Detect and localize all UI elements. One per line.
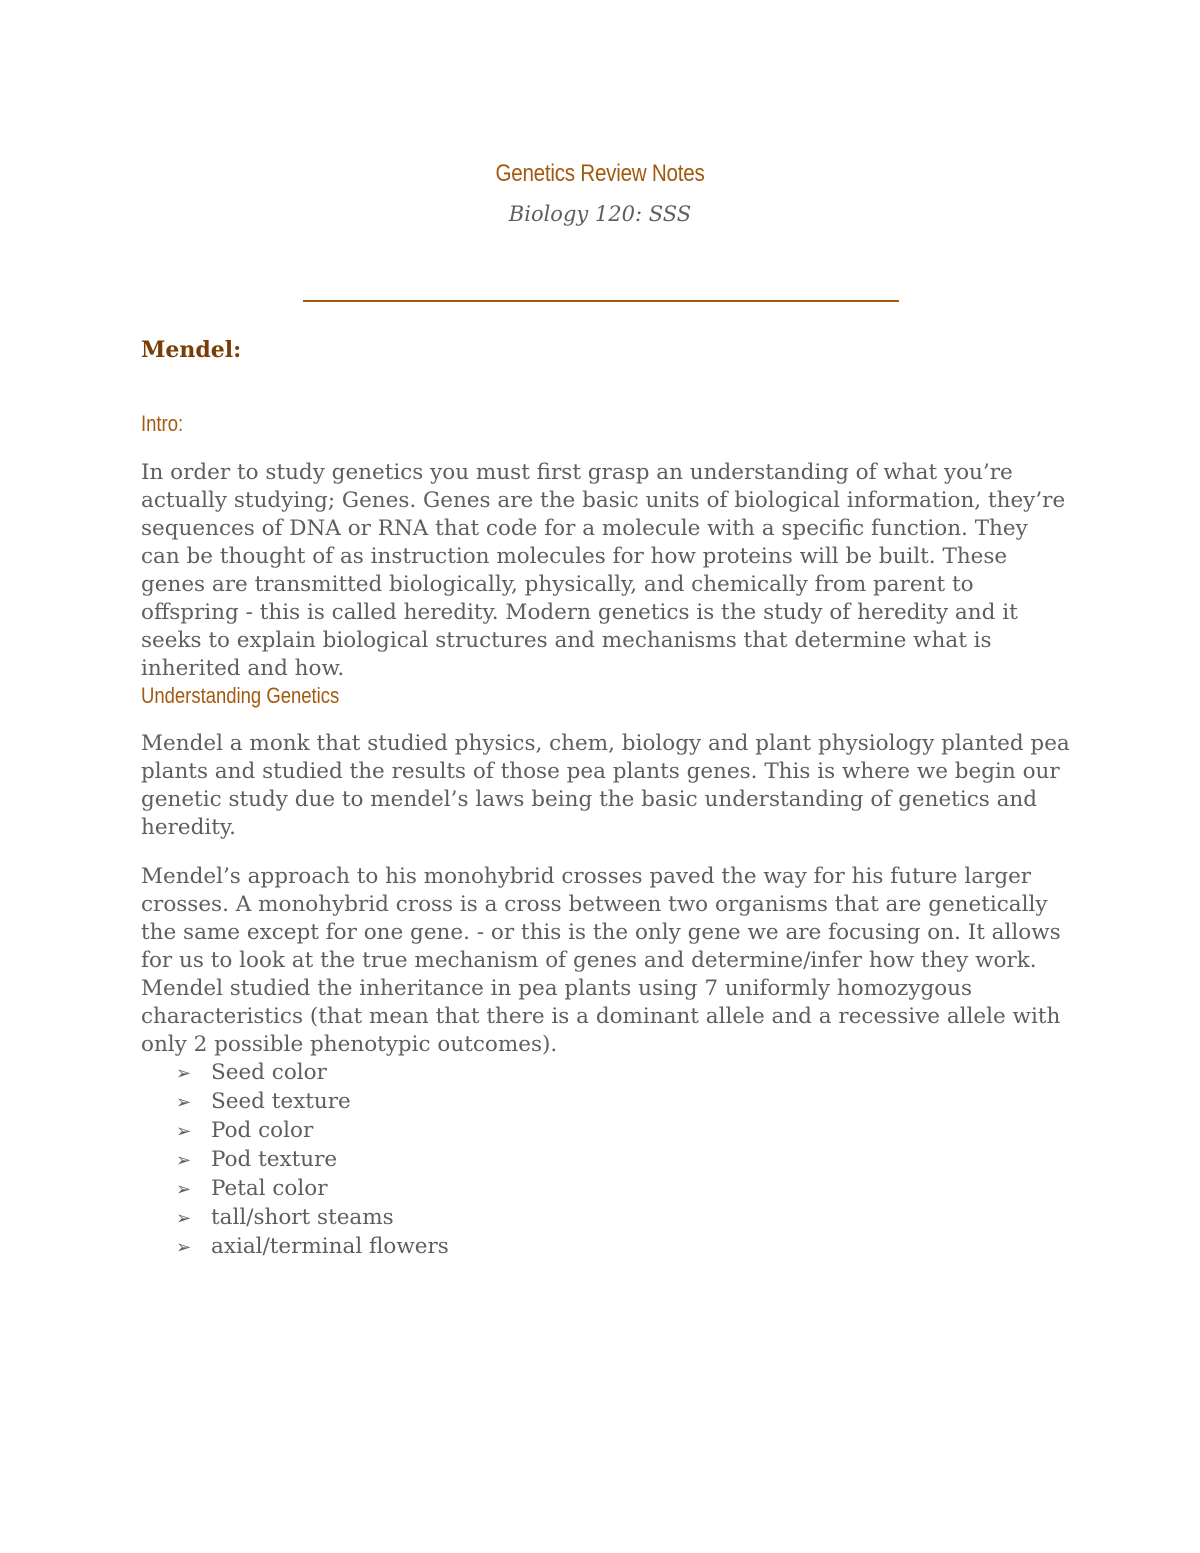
monohybrid-paragraph: Mendel’s approach to his monohybrid crosses paved the way for his future larger crosses. A monohybrid cross is a cross between two organisms that are genetically the same except for one gene. - or this is the only gene we are focusing on. It allows for us to look at the true mechanism of genes and determine/infer how they work. Mendel studied the inheritance in pea plants using 7 uniformly homozygous characteristics (that mean that there is a dominant allele and a recessive allele with only 2 possible phenotypic outcomes). [141, 864, 1061, 1057]
header-divider [303, 300, 899, 302]
list-item [176, 1204, 449, 1233]
monohybrid-paragraph-block [141, 863, 1071, 1059]
intro-paragraph-block [141, 459, 1071, 683]
document-subtitle: Biology 120: SSS [508, 202, 692, 226]
characteristics-list [176, 1059, 449, 1262]
arrowhead-bullet-icon: ➢ [176, 1208, 192, 1229]
arrowhead-bullet-icon: ➢ [176, 1150, 192, 1171]
list-item [176, 1059, 449, 1088]
list-item-text: Pod color [211, 1118, 314, 1143]
arrowhead-bullet-icon: ➢ [176, 1121, 192, 1142]
subheading-understanding-genetics: Understanding Genetics [141, 683, 340, 708]
list-item [176, 1175, 449, 1204]
list-item-text: Seed color [211, 1060, 327, 1085]
intro-paragraph: In order to study genetics you must first grasp an understanding of what you’re actually studying; Genes. Genes are the basic units of biological information, they’re sequences of DNA or RNA that code for a molecule with a specific function. They can be thought of as instruction molecules for how proteins will be built. These genes are transmitted biologically, physically, and chemically from parent to offspring - this is called heredity. Modern genetics is the study of heredity and it seeks to explain biological structures and mechanisms that determine what is inherited and how. [141, 460, 1066, 681]
list-item [176, 1233, 449, 1262]
mendel-paragraph: Mendel a monk that studied physics, chem, biology and plant physiology planted pea plants and studied the results of those pea plants genes. This is where we begin our genetic study due to mendel’s laws being the basic understanding of genetics and heredity. [141, 731, 1070, 840]
list-item [176, 1146, 449, 1175]
arrowhead-bullet-icon: ➢ [176, 1092, 192, 1113]
arrowhead-bullet-icon: ➢ [176, 1063, 192, 1084]
document-title: Genetics Review Notes [495, 160, 705, 187]
section-heading-mendel: Mendel: [141, 337, 242, 363]
list-item [176, 1117, 449, 1146]
arrowhead-bullet-icon: ➢ [176, 1179, 192, 1200]
list-item [176, 1088, 449, 1117]
mendel-paragraph-block [141, 730, 1071, 842]
list-item-text: Petal color [211, 1176, 328, 1201]
list-item-text: tall/short steams [211, 1205, 394, 1230]
subheading-intro: Intro: [141, 411, 184, 436]
arrowhead-bullet-icon: ➢ [176, 1237, 192, 1258]
list-item-text: axial/terminal flowers [211, 1234, 449, 1259]
list-item-text: Seed texture [211, 1089, 351, 1114]
list-item-text: Pod texture [211, 1147, 338, 1172]
